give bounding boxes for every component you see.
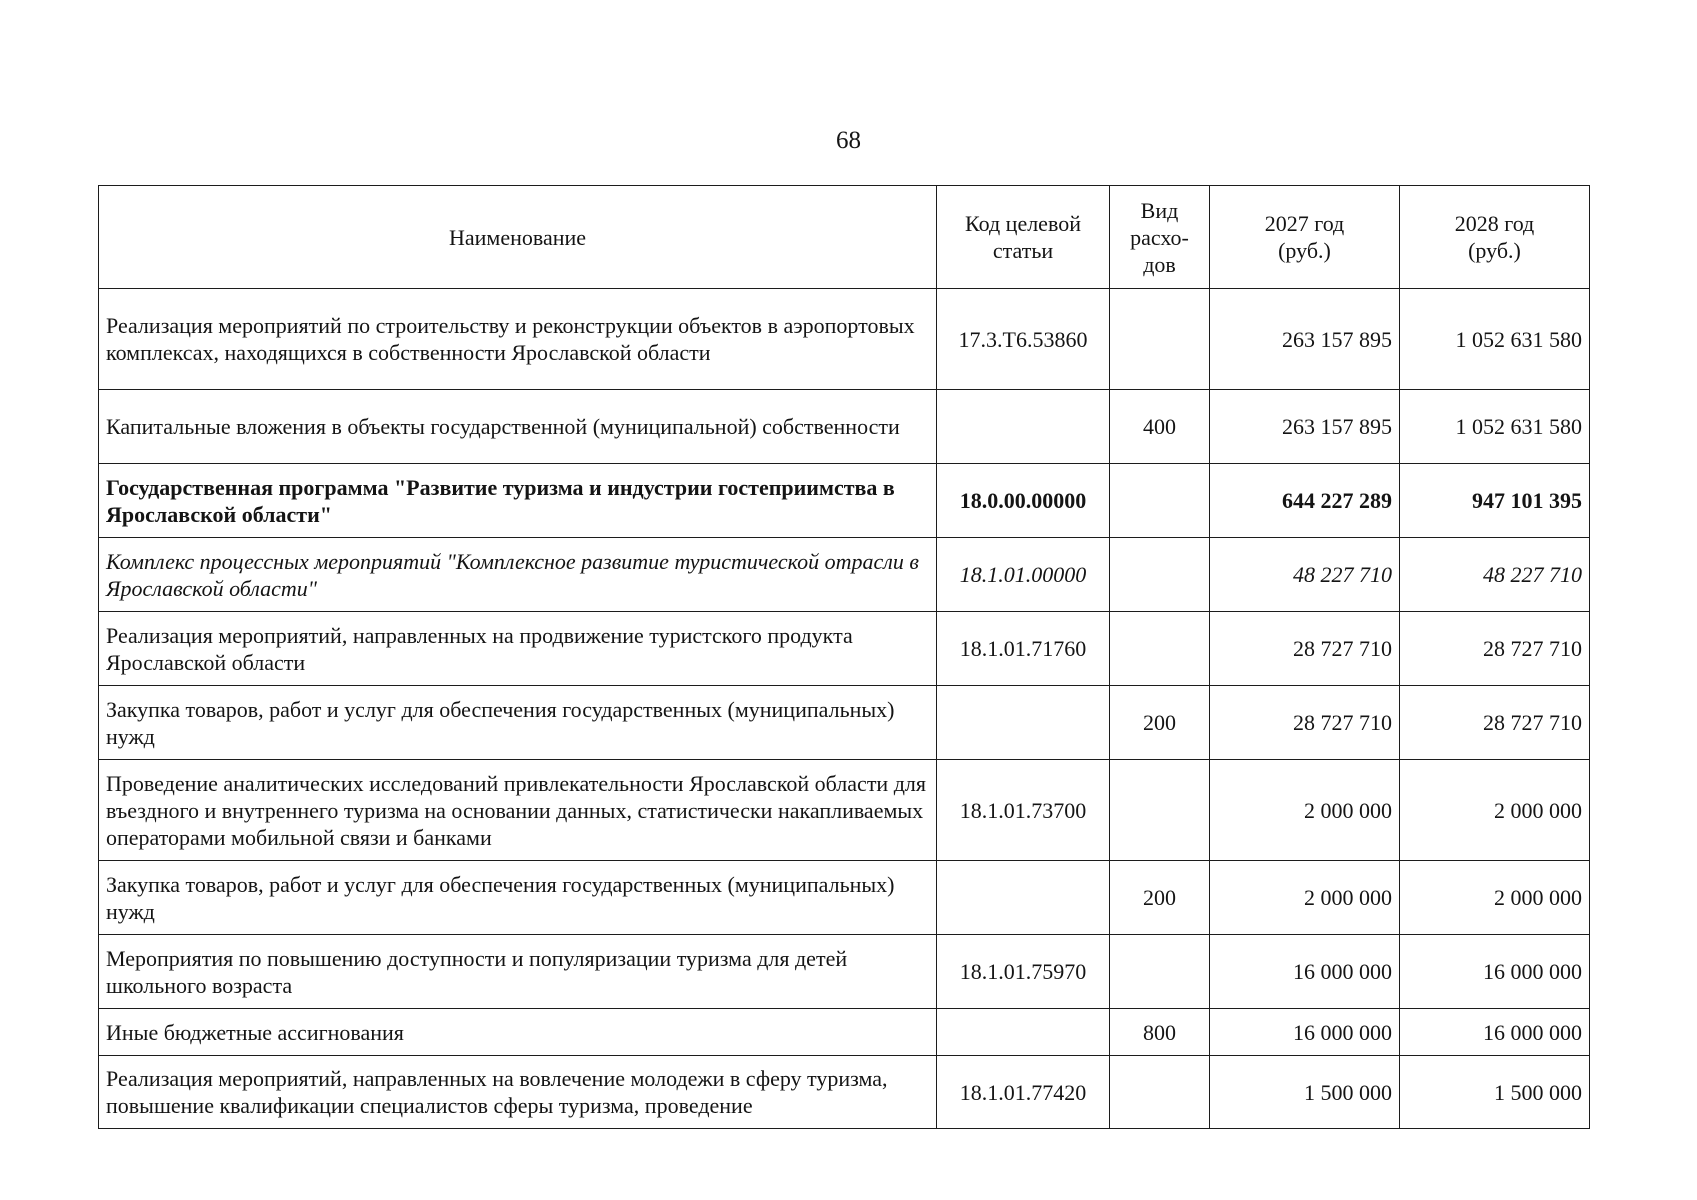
- row-code: 18.0.00.00000: [937, 464, 1110, 538]
- row-amount-2027: 16 000 000: [1210, 935, 1400, 1009]
- row-type: [1110, 464, 1210, 538]
- header-2028-line2: (руб.): [1468, 238, 1521, 263]
- row-name: Капитальные вложения в объекты государственной (муниципальной) собственности: [99, 390, 937, 464]
- row-amount-2027: 2 000 000: [1210, 760, 1400, 861]
- row-amount-2028: 28 727 710: [1400, 612, 1590, 686]
- row-code: 18.1.01.71760: [937, 612, 1110, 686]
- row-type: [1110, 612, 1210, 686]
- row-name: Реализация мероприятий, направленных на вовлечение молодежи в сферу туризма, повышение квалификации специалистов сферы туризма, проведение: [99, 1056, 937, 1129]
- row-amount-2028: 1 500 000: [1400, 1056, 1590, 1129]
- header-name-label: Наименование: [448, 224, 587, 250]
- row-amount-2027: 48 227 710: [1210, 538, 1400, 612]
- row-type: 400: [1110, 390, 1210, 464]
- row-amount-2028: 1 052 631 580: [1400, 390, 1590, 464]
- table-row: [99, 612, 1590, 686]
- header-type-line2: расхо-: [1130, 224, 1189, 250]
- row-amount-2027: 16 000 000: [1210, 1009, 1400, 1056]
- header-type: [1110, 186, 1210, 289]
- table-row: [99, 935, 1590, 1009]
- row-code: 18.1.01.73700: [937, 760, 1110, 861]
- row-amount-2028: 2 000 000: [1400, 760, 1590, 861]
- row-amount-2028: 1 052 631 580: [1400, 289, 1590, 390]
- table-row: [99, 760, 1590, 861]
- header-2027: [1210, 186, 1400, 289]
- row-code: 18.1.01.00000: [937, 538, 1110, 612]
- row-name: Проведение аналитических исследований привлекательности Ярославской области для въездного и внутреннего туризма на основании данных, статистически накапливаемых операторами мобильной связи и банками: [99, 760, 937, 861]
- header-code-line1: Код целевой: [965, 211, 1081, 236]
- row-name: Реализация мероприятий по строительству и реконструкции объектов в аэропортовых комплексах, находящихся в собственности Ярославской области: [99, 289, 937, 390]
- row-name: Государственная программа "Развитие туризма и индустрии гостеприимства в Ярославской области": [99, 464, 937, 538]
- row-amount-2028: 16 000 000: [1400, 1009, 1590, 1056]
- header-code: [937, 186, 1110, 289]
- table-header-row: [99, 186, 1590, 289]
- header-2028: [1400, 186, 1590, 289]
- table-row: [99, 1009, 1590, 1056]
- budget-table: [98, 185, 1590, 1129]
- table-row: [99, 1056, 1590, 1129]
- row-code: [937, 1009, 1110, 1056]
- table-row: [99, 390, 1590, 464]
- row-amount-2028: 16 000 000: [1400, 935, 1590, 1009]
- row-type: [1110, 935, 1210, 1009]
- row-amount-2027: 263 157 895: [1210, 289, 1400, 390]
- row-name: Мероприятия по повышению доступности и популяризации туризма для детей школьного возраста: [99, 935, 937, 1009]
- table-row: [99, 289, 1590, 390]
- row-type: [1110, 289, 1210, 390]
- header-2027-line2: (руб.): [1278, 238, 1331, 263]
- row-type: [1110, 760, 1210, 861]
- row-code: [937, 686, 1110, 760]
- row-amount-2027: 644 227 289: [1210, 464, 1400, 538]
- row-name: Закупка товаров, работ и услуг для обеспечения государственных (муниципальных) нужд: [99, 861, 937, 935]
- row-code: 18.1.01.75970: [937, 935, 1110, 1009]
- row-amount-2028: 28 727 710: [1400, 686, 1590, 760]
- header-2028-line1: 2028 год: [1454, 211, 1535, 236]
- table-row-program: [99, 464, 1590, 538]
- row-code: [937, 861, 1110, 935]
- row-name: Иные бюджетные ассигнования: [99, 1009, 937, 1056]
- header-type-line3: дов: [1143, 251, 1176, 277]
- row-name: Комплекс процессных мероприятий "Комплексное развитие туристической отрасли в Ярославской области": [99, 538, 937, 612]
- row-amount-2027: 28 727 710: [1210, 686, 1400, 760]
- row-name: Реализация мероприятий, направленных на продвижение туристского продукта Ярославской области: [99, 612, 937, 686]
- page-number: 68: [836, 127, 861, 154]
- row-code: 17.3.Т6.53860: [937, 289, 1110, 390]
- table-row-complex: [99, 538, 1590, 612]
- row-type: 200: [1110, 861, 1210, 935]
- table-row: [99, 686, 1590, 760]
- row-amount-2028: 48 227 710: [1400, 538, 1590, 612]
- row-amount-2027: 1 500 000: [1210, 1056, 1400, 1129]
- row-code: [937, 390, 1110, 464]
- header-2027-line1: 2027 год: [1264, 211, 1345, 236]
- table-row: [99, 861, 1590, 935]
- row-amount-2027: 28 727 710: [1210, 612, 1400, 686]
- row-name: Закупка товаров, работ и услуг для обеспечения государственных (муниципальных) нужд: [99, 686, 937, 760]
- row-code: 18.1.01.77420: [937, 1056, 1110, 1129]
- row-amount-2027: 263 157 895: [1210, 390, 1400, 464]
- row-type: [1110, 538, 1210, 612]
- row-type: [1110, 1056, 1210, 1129]
- row-amount-2028: 947 101 395: [1400, 464, 1590, 538]
- row-type: 200: [1110, 686, 1210, 760]
- header-code-line2: статьи: [992, 238, 1054, 263]
- row-type: 800: [1110, 1009, 1210, 1056]
- row-amount-2028: 2 000 000: [1400, 861, 1590, 935]
- header-name: [99, 186, 937, 289]
- row-amount-2027: 2 000 000: [1210, 861, 1400, 935]
- header-type-line1: Вид: [1140, 197, 1179, 223]
